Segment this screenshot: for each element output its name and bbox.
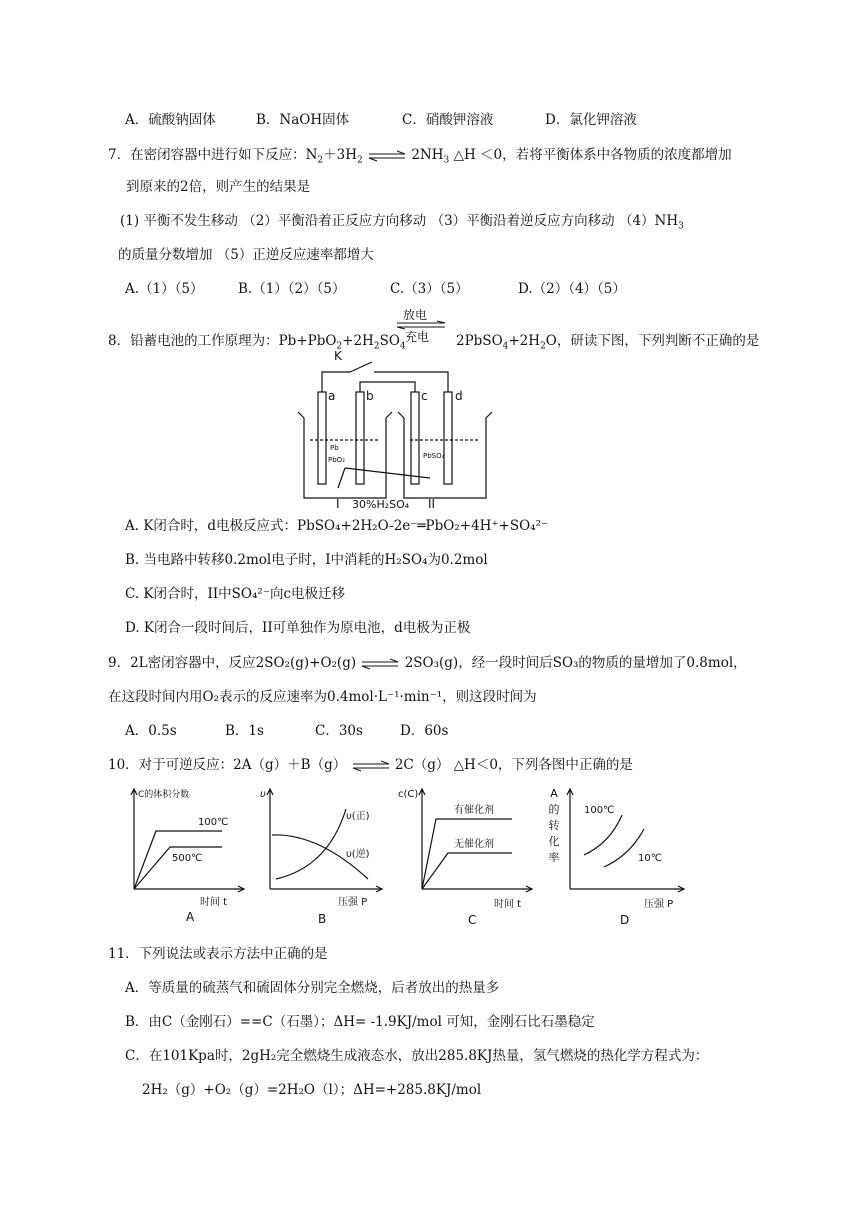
- q8-question-right: $2PbSO_4+2H_2O$，研读下图，下列判断不正确的是: [456, 333, 760, 352]
- q9-line1: [108, 654, 747, 672]
- discharge-label: 放电: [403, 308, 428, 322]
- q7-lead: 7．在密闭容器中进行如下反应：N: [108, 147, 318, 163]
- chart-c-series-no-catalyst: [422, 853, 512, 889]
- electrode-c-label: c: [421, 389, 428, 403]
- chart-c-panel-label: C: [468, 913, 477, 927]
- chart-d-ylabel: A的转化率: [548, 787, 560, 864]
- q8-rhs: 2PbSO: [456, 333, 503, 349]
- q7-line3: (1) 平衡不发生移动 （2）平衡沿着正反应方向移动 （3）平衡沿着逆反应方向移动 $(4)NH_3$: [120, 213, 684, 232]
- chart-c-series-catalyst: [422, 819, 512, 889]
- q8-option-c: C. K闭合时，II中SO₄²⁻向c电极迁移: [125, 586, 346, 602]
- q7-line2: 到原来的2倍，则产生的结果是: [126, 179, 311, 195]
- electrolyte-label: 30%H₂SO₄: [352, 498, 410, 511]
- chart-d-legend-10: 10℃: [638, 853, 662, 864]
- q9-line1-left: 9．2L密闭容器中，反应2SO₂(g)+O₂(g): [108, 655, 357, 671]
- q8-tail: ，研读下图，下列判断不正确的是: [556, 333, 760, 349]
- q9-option-d: D．60s: [400, 723, 449, 739]
- q9-option-c: C．30s: [315, 723, 363, 739]
- chart-c-legend-no-catalyst: 无催化剂: [454, 839, 494, 850]
- chart-a-ylabel: C的体积分数: [138, 790, 190, 800]
- lead-battery-diagram: [290, 350, 490, 510]
- equilibrium-arrow-icon: [351, 761, 391, 771]
- chart-c-ylabel: c(C): [398, 789, 419, 800]
- chart-b-panel-label: B: [318, 912, 327, 926]
- q7-option-c: C.（3）（5）: [390, 281, 469, 297]
- q7-question: 7．在密闭容器中进行如下反应：$N_2+3H_2$ $2NH_3$ △H ＜0，若将平衡体系中各物质的浓度都增加: [108, 147, 732, 166]
- chart-d-series-100: [584, 815, 622, 855]
- chart-c-xlabel: 时间 t: [494, 899, 522, 910]
- q7-option-d: D.（2）（4）（5）: [518, 281, 626, 297]
- switch-k-label: K: [334, 349, 342, 363]
- chart-a-xlabel: 时间 t: [200, 897, 228, 908]
- q8-option-d: D. K闭合一段时间后，II可单独作为原电池，d电极为正极: [125, 620, 471, 636]
- q8-lead: 8．铅蓄电池的工作原理为：Pb+PbO: [108, 333, 337, 349]
- q9-line2: 在这段时间内用O₂表示的反应速率为0.4mol·L⁻¹·min⁻¹，则这段时间为: [108, 689, 537, 705]
- chart-a-legend-100: 100℃: [198, 817, 229, 828]
- chart-d-legend-100: 100℃: [584, 805, 615, 816]
- chart-d: [560, 783, 690, 913]
- electrode-b-label: b: [366, 389, 374, 403]
- q6-option-d: D．氯化钾溶液: [545, 112, 637, 128]
- q10-line1: [108, 756, 633, 774]
- q6-option-a: A．硫酸钠固体: [125, 112, 216, 128]
- electrode-d-label: d: [455, 389, 463, 403]
- in-cell-pbso4: PbSO₄: [423, 452, 445, 460]
- cell-1-label: I: [336, 497, 340, 511]
- q10-line1-right: 2C（g） △H＜0，下列各图中正确的是: [394, 757, 633, 773]
- chart-b-xlabel: 压强 P: [338, 897, 368, 908]
- in-cell-pb: Pb: [330, 444, 339, 452]
- chart-b-ylabel: υ: [260, 789, 266, 800]
- q9-option-a: A．0.5s: [125, 723, 177, 739]
- q8-option-b: B. 当电路中转移0.2mol电子时，I中消耗的H₂SO₄为0.2mol: [125, 552, 488, 568]
- q6-option-c: C．硝酸钾溶液: [402, 112, 494, 128]
- q11-line1: 11．下列说法或表示方法中正确的是: [108, 946, 328, 962]
- chart-b-legend-forward: υ(正): [346, 811, 370, 822]
- q7-line4: 的质量分数增加 （5）正逆反应速率都增大: [118, 247, 374, 263]
- q7-option-a: A.（1）（5）: [125, 281, 204, 297]
- q8-option-a: A. K闭合时，d电极反应式：PbSO₄+2H₂O-2e⁻═PbO₂+4H⁺+SO₄²⁻: [125, 518, 549, 534]
- chart-a: [122, 783, 250, 913]
- chart-d-panel-label: D: [620, 913, 630, 927]
- q11-option-a: A．等质量的硫蒸气和硫固体分别完全燃烧，后者放出的热量多: [125, 980, 500, 996]
- q7-option-b: B.（1）（2）（5）: [238, 281, 346, 297]
- q11-option-b: B．由C（金刚石）==C（石墨）；ΔH= -1.9KJ/mol 可知，金刚石比石墨稳定: [125, 1014, 595, 1030]
- q7-after: △H ＜0，若将平衡体系中各物质的浓度都增加: [453, 147, 732, 163]
- equilibrium-arrow-icon: [367, 151, 407, 161]
- chart-b-series-forward: [276, 809, 346, 879]
- q10-line1-left: 10．对于可逆反应：2A（g）＋B（g）: [108, 757, 347, 773]
- chart-b: [258, 783, 388, 913]
- cell-2-label: II: [428, 497, 436, 511]
- q6-option-b: B．NaOH固体: [256, 112, 350, 128]
- q9-option-b: B．1s: [225, 723, 264, 739]
- chart-c-legend-catalyst: 有催化剂: [454, 805, 494, 816]
- q11-option-c-line2: 2H₂（g）+O₂（g）=2H₂O（l）；ΔH=+285.8KJ/mol: [142, 1082, 482, 1098]
- q7-line3-text: (1) 平衡不发生移动 （2）平衡沿着正反应方向移动 （3）平衡沿着逆反应方向移动 （4）NH: [120, 213, 679, 229]
- equilibrium-arrow-icon: [360, 659, 400, 669]
- chart-a-panel-label: A: [186, 910, 195, 924]
- chart-b-legend-reverse: υ(逆): [346, 849, 370, 860]
- q8-question: 8．铅蓄电池的工作原理为：$Pb+PbO_2+2H_2SO_4$: [108, 333, 406, 352]
- q7-rhs: 2NH: [411, 147, 444, 163]
- in-cell-pbo2: PbO₂: [328, 456, 345, 464]
- chart-d-xlabel: 压强 P: [644, 899, 674, 910]
- chart-a-legend-500: 500℃: [172, 853, 203, 864]
- electrode-a-label: a: [328, 389, 336, 403]
- q11-option-c-line1: C．在101Kpa时，2gH₂完全燃烧生成液态水，放出285.8KJ热量，氢气燃烧的热化学方程式为：: [125, 1048, 709, 1064]
- q9-line1-right: 2SO₃(g)，经一段时间后SO₃的物质的量增加了0.8mol，: [404, 655, 747, 671]
- charge-label: 充电: [405, 330, 430, 344]
- chart-c: [398, 783, 538, 913]
